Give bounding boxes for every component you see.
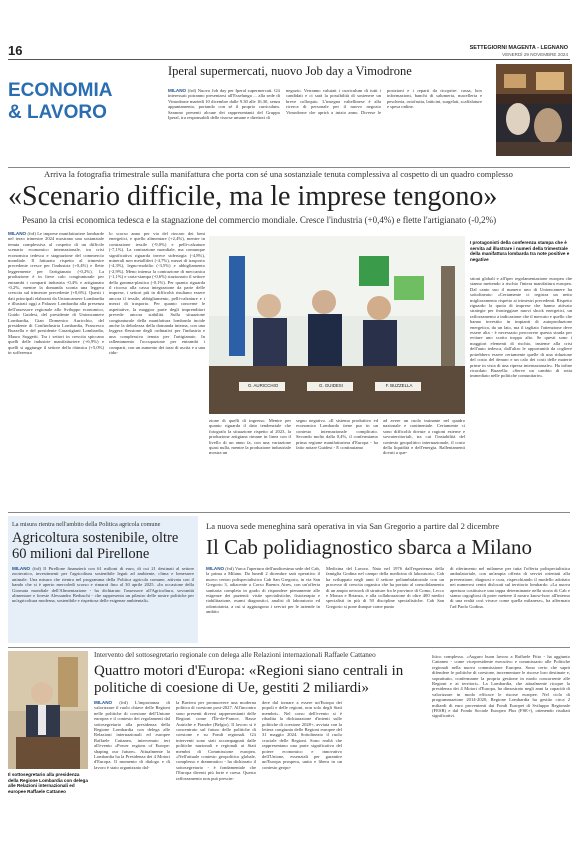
article3-body bbox=[12, 566, 194, 640]
article1-lead: MILANO bbox=[168, 88, 187, 93]
photo-label-auricchio: G. AURICCHIO bbox=[247, 383, 279, 388]
article4-lead: MILANO bbox=[206, 566, 225, 571]
article3-tag: (frd) bbox=[32, 566, 41, 571]
section-title-line2: & LAVORO bbox=[8, 102, 107, 123]
photo-label-guidesi: G. GUIDESI bbox=[319, 383, 343, 388]
article4-text1: Varca l'apertura dell'undicesima sede del Cab, la prima a Milano. Da lunedì 2 dicembre sarà operativo il nuovo centro polispecialistico Cab San Gregorio, in via San Gregorio 3, adiacente a Corso Buenos Aires, con un'offerta sanitaria completa in grado di rispondere pienamente alle esigenze dei pazienti: visite specialistiche, fisioterapia e riabilitazione, esami diagnostici, analisi di laboratorio ed odontoiatria, a cui si aggiungono i servizi per le aziende in ambito bbox=[206, 566, 320, 615]
photo-label-buzzella: F. BUZZELLA bbox=[385, 383, 413, 388]
article1-col2: negozio. Verranno valutati i curriculum di tutti i candidati e ci sarà la possibilità di sostenere un breve colloquio. L'insegna valtellinese è alla ricerca di personale per il nuovo negozio Vimodrone che aprirà a inizio anno. Diverse le posizioni e i reparti da ricoprire: cassa, box informazioni, banchi di salumeria, macelleria e pescheria, ortofrutta, latticini, surgelati, scaffalature e spesa online. bbox=[286, 88, 482, 115]
section-title bbox=[8, 80, 113, 124]
article5-col1 bbox=[94, 700, 170, 838]
section-title-line1: ECONOMIA bbox=[8, 80, 113, 101]
article5-tag: (frd) bbox=[119, 700, 128, 705]
article4-col1 bbox=[206, 566, 320, 642]
article3-kicker: La misura rientra nell'ambito della Politica agricola comune bbox=[12, 521, 161, 528]
divider-1 bbox=[8, 167, 570, 168]
page-date: VENERDÌ 29 NOVEMBRE 2024 bbox=[502, 52, 568, 57]
article5-col2: la Baviera per promuovere una moderna politica di coesione post-2027. All'incontro sono presenti diversi rappresentanti delle Regioni come l'Île-de-France, Basse Autriche e Fiandre (Belgio). Il lavoro si è concentrato sul futuro delle politiche di coesione e su Fondi regionali. Gli interventi sono stati accompagnati dalle politiche nazionali e regionali ai Stati membri di Commissione europea. «Nell'attuale contesto geopolitico globale, complesso e drammatico - ha dichiarato il sottosegretario - è fondamentale che l'Europa diventi più forte e coesa. Questo rafforzamento non può prescin- bbox=[176, 700, 256, 781]
article2-col1 bbox=[8, 231, 104, 506]
article4-kicker: La nuova sede meneghina sarà operativa in via San Gregorio a partire dal 2 dicembre bbox=[206, 521, 500, 531]
article4-col2: Medicina del Lavoro. Nato nel 1976 dall'esperienza della famiglia Godina nel campo della medicina di laboratorio, Cab ha sviluppato negli anni il settore poliambulatoriale con un processo di crescita organica che ha portato al consolidamento di un ampio network di strutture fra le province di Como, Lecco e Monza e Brianza, e alla collaborazione di oltre 400 medici specialisti in più di 50 discipline specialistiche. Cab San Gregorio si pone dunque come punto bbox=[326, 566, 444, 609]
article1-text1: Nuovo Job day per Iperal supermercati. Gli interessati potranno presentarsi all'Esselunga ... alla sede di Vimodrone martedì 10 dicembre dalle 9.30 alle 16.30, senza appuntamento, portando con sé il proprio curriculum. Saranno presenti alcune dei rappresentanti del Gruppo Iperal, tra responsabili delle risorse umane e direttori di bbox=[168, 88, 280, 121]
article2-photo-caption: I protagonisti della conferenza stampa che è servita ad illustrare i numeri della trimestrale della manifattura lombarda tra note positive e negative bbox=[470, 240, 570, 262]
header-rule bbox=[8, 59, 570, 60]
article5-kicker: Intervento del sottosegretario regionale con delega alle Relazioni internazionali Raffaele Cattaneo bbox=[94, 651, 376, 659]
divider-2 bbox=[8, 512, 570, 513]
article2-col3: zione di quelli di ingresso. Mentre per quanto riguarda il dato tendenziale che fotografa la situazione rispetto al 2023, la produzione artigiana rimane in linea con il livello di un anno fa, con una variazione quasi nulla, mentre la produzione industriale mostra un bbox=[209, 418, 291, 456]
divider-3 bbox=[8, 647, 570, 648]
article1-headline: Iperal supermercati, nuovo Job day a Vimodrone bbox=[168, 64, 412, 78]
article1-photo bbox=[496, 64, 572, 156]
article1-tag: (frd) bbox=[187, 88, 197, 93]
article4-col3: di riferimento nel milanese per tutta l'offerta polispecialistica ambulatoriale, con un'ampia offerta di servizi orientati alla prevenzione, diagnosi e cura, rispecchiando il modello adottato nei numerosi centri dislocati sul territorio lombardo. «La nuova apertura costituisce una tappa determinante nella storia di Cab e siamo orgogliosi di poter mettere il nostro know-how all'interno di una realtà così vivace come quella milanese», ha affermato l'ad Paolo Godina. bbox=[450, 566, 570, 609]
article5-col4: litico complesso. «Auguro buon lavoro a Raffaele Fitto - ha aggiunto Cattaneo - come vicepresidente esecutivo e commissario alle Politiche regionali nella nuova commissione Europea. Sono certo che saprà difendere le politiche di coesione, incrementare le risorse loro destinate e, soprattutto, confermarne la propria gestione in modo concorrente alle Regioni e ai territori». La Lombardia, che attualmente ricopre la presidenza dei 4 Motori d'Europa, ha dimostrato negli anni la capacità di valorizzare in modo efficace le risorse europee. Nel ciclo di programmazione 2014-2020, Regione Lombardia ha gestito circa 2 miliardi di euro provenienti dai Fondi Europei di Sviluppo Regionale (FESR) e dal Fondo Sociale Europeo Plus (FSE+), ottenendo risultati significativi. bbox=[432, 654, 570, 719]
article2-col6: stioni globali e all'iper regolamentazione europea che stanno mettendo a rischio l'intera manifattura europea. Dal canto suo il numero uno di Unioncamere ha sottolineato: «Certamente ci registra un netto miglioramento rispetto ai trimestri precedenti. Rispetto riguardo la quota di imprese che hanno attivato strategie per fronteggiare nuovi shock energetici, un rafforzamento a indicazione che il mercato e quello che hanno investito in impianti di autoproduzione energetica, da un lato, ma il tagliato l'attenzione deve essere alta - è necessario percorrere questa strada per evitare uno scotto troppo alto. Se questi sono i maggiori elementi di rischio, insieme alla crisi dell'auto tedesca, dall'altro le opportunità da cogliere potrebbero essere certamente quelle di una riduzione del costo del denaro e un calo dei costi delle materie prime in vista di una ripresa internazionale». Ha infine ricordato Buzzella: «Serve un cambio di rotta immediato nelle politiche comunitarie». bbox=[470, 276, 572, 379]
article5-lead: MILANO bbox=[94, 700, 113, 705]
article5-text1: L'importanza di valorizzare il ruolo chiave delle Regioni nelle politiche di coesione dell'Unione europea e il contesto dei regolamenti dal sottosegretario alla presidenza della Regione Lombardia con delega alle Relazioni internazionali ed europee Raffaele Cattaneo, intervenuto ieri all'evento «Power regions of Europe: shaping our future». Attualmente la Lombardia ha la Presidenza dei 4 Motori d'Europa. Il momento di dialogo e di lavoro è stato organizzato dal- bbox=[94, 700, 170, 770]
article2-col4: segno negativo. «Il sistema produttivo ed economico Lombardo tiene pur in un contesto internazionale complicato. Secondo molto dalla 0,4%, il confermiamo prima regione manifatturiera d'Europa - ha fatto notare Guidesi - E continuiamo bbox=[296, 418, 378, 451]
article2-subhead: Pesano la crisi economica tedesca e la stagnazione del commercio mondiale. Cresce l'industria (+0,4%) e flette l'artigianato (-0,2%) bbox=[22, 215, 497, 225]
article2-photo bbox=[209, 236, 465, 414]
article1-col1 bbox=[168, 88, 280, 163]
article2-lead: MILANO bbox=[8, 231, 27, 236]
paper-name: SETTEGIORNI MAGENTA - LEGNANO bbox=[469, 45, 568, 51]
article5-headline: Quattro motori d'Europa: «Regioni siano centrali in politiche di coesione di Ue, gestiti 2 miliardi» bbox=[94, 663, 404, 696]
article2-col2: lo scorso anno per via del rincaro dei beni energetici, e quello alimentare (+2,4%), mentre in contrazione tessile (-9,0%) e pelli-calzature (-7,1%). La contrazione mondiale, ma comunque significativa riguarda invece siderurgia (-4,8%), minerali non metalliferi (-4,7%), mezzi di trasporto (-4,3%), legno-mobilio (-3,5%) e abbigliamento (-2,9%). Meno intensa la contrazione di meccanica (-1,1%) e carta-stampa (-0,6%) stazionario il settore della gomma-plastica (-0,1%). Per quanto riguarda il ricorso alla cassa integrazione da parte delle imprese, i settori più in difficoltà risultano essere ancora il tessile, abbigliamento, pelli-calzature e i mezzi di trasporto. Per quanto concerne le aspettative, la maggior parte degli imprenditori prevede ancora stabilità. Sulla situazione congiunturale della manifattura lombarda incide anche la debolezza della domanda interna, con una leggera flessione degli ordinativi per l'industria e una complessiva tenuta per l'artigianato. In rallentamento l'occupazione per entrambi i comparti, con un aumento dei tassi di uscita e a una ridu- bbox=[109, 231, 205, 355]
article5-col3: dere dal tornare a essere un'Europa dei popoli e delle regioni, non solo degli Stati membri». Nel corso dell'evento si è ribadita la dichiarazione d'intenti sulle politiche di coesione 2028+, avviata con la lettera congiunta delle Regioni europee del 31 maggio 2024. Sottolineato il ruolo cruciale delle Regioni. Sono realtà che rappresentano una parte significativa del potere economico e innovativo dell'Unione, essenziali per garantire un'Europa prospera, unita e libera in un contesto geopo- bbox=[262, 700, 342, 770]
article5-photo-caption: Il sottosegretario alla presidenza della Regione Lombardia con delega alle Relazioni internazionali ed europee Raffaele Cattaneo bbox=[8, 772, 88, 794]
page-number: 16 bbox=[8, 43, 23, 58]
article2-text1: Le imprese manifatturiere lombarde nel terzo trimestre 2024 mostrano una sostanziale tenuta complessiva al cospetto di un difficile scenario economico internazionale, tra crisi economica tedesca e stagnazione del commercio mondiale. Il fatturato rispetto al trimestre precedente cresce per l'industria (+0,4%) e flette leggermente per l'artigianato (-0,2%). La produzione è in lieve calo congiunturale per entrambi i comparti industria -0,4% e artigianato -0,2%, mentre la domanda sconta una leggera crescita sul trimestre precedente (+0,6%). Questi i dati principali elaborati da Unioncamere Lombardia e illustrati oggi a Palazzo Lombardia alla presenza dell'assessore regionale allo Sviluppo economico, Guido Guidesi, del presidente di Unioncamere Lombardia, Gian Domenico Auricchio, del presidente di Confindustria Lombardia, Francesco Buzzella e del presidente Casartigiani Lombardia, Mauro Soggetti. Tra i settori in crescita spiccano quelli delle industrie manifatturiere (+6,9%) e quelli si aggiunge il settore della chimica (+5,0%) in sofferenza bbox=[8, 231, 104, 355]
article2-col5: ad avere un ruolo trainante nel quadro nazionale e continentale. Certamente ci sono difficoltà dovute a ragioni esterne e sovraterritoriali, tra cui l'instabilità del contesto geopolitico internazionale, il costo della liquidità e dell'energia. Rallentamenti dovuti a que- bbox=[383, 418, 465, 456]
article4-headline: Il Cab polidiagnostico sbarca a Milano bbox=[206, 535, 533, 559]
article3-text: Il Pirellone finanzierà con 61 milioni di euro, di cui 21 destinati al settore zootecnico, investimenti per l'agricoltura sostenibile legati ad ambiente, clima e benessere animale. Una misura che rientra nel programma della Politica agricola comune, attivata con il bando che si è aperto mercoledì scorso e rimarrà fino al 30 aprile 2025. «In occasione della Giornata mondiale dell'Alimentazione - ha dichiarato l'assessore all'Agricoltura, sovranità alimentare e foreste Alessandro Beduschi - che rappresenta un pilastro delle nostre politiche per un'agricoltura moderna, sostenibile e rispettosa delle esigenze ambientali». bbox=[12, 566, 194, 604]
article5-photo bbox=[8, 651, 88, 769]
article2-kicker: Arriva la fotografia trimestrale sulla manifattura che porta con sé una sostanziale tenuta complessiva al cospetto di un quadro complesso bbox=[44, 169, 513, 179]
article2-tag: (frd) bbox=[27, 231, 36, 236]
article2-headline: «Scenario difficile, ma le imprese tengono» bbox=[8, 181, 498, 212]
article3-headline: Agricoltura sostenibile, oltre 60 milioni dal Pirellone bbox=[12, 530, 179, 562]
article3-lead: MILANO bbox=[12, 566, 31, 571]
article4-tag: (frd) bbox=[225, 566, 234, 571]
